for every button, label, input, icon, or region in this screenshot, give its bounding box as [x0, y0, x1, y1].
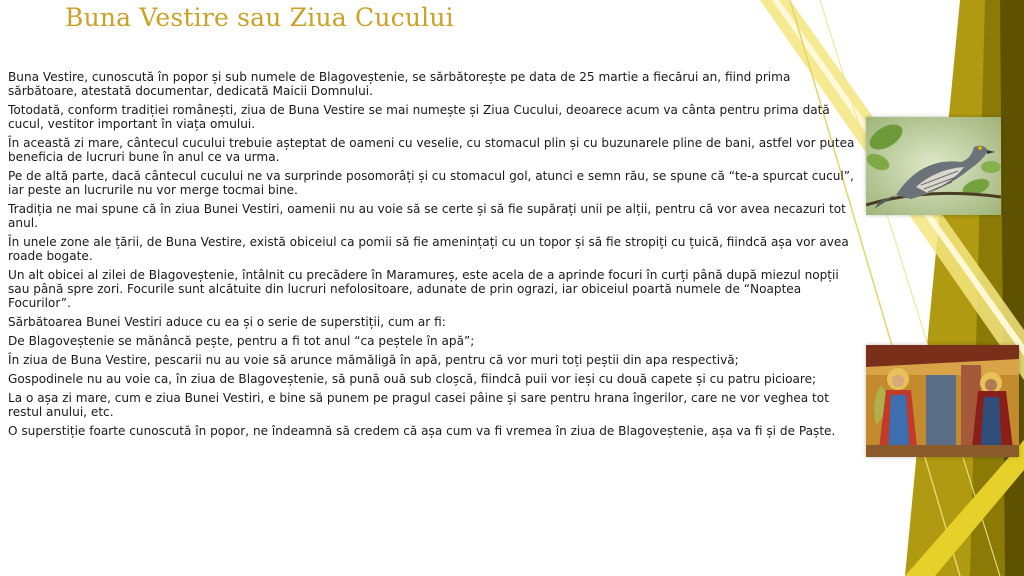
- paragraph-4: Pe de altă parte, dacă cântecul cucului ne va surprinde posomorâți și cu stomacul gol, atunci e semn rău, se spune că “te-a spurcat cucul”, iar peste an lucrurile nu vor merge tocmai bine.: [8, 169, 854, 197]
- paragraph-8: Sărbătoarea Bunei Vestiri aduce cu ea și o serie de superstiții, cum ar fi:: [8, 315, 446, 329]
- paragraph-5: Tradiția ne mai spune că în ziua Bunei Vestiri, oamenii nu au voie să se certe și să fie supărați unii pe alții, pentru că vor avea necazuri tot anul.: [8, 202, 846, 230]
- paragraph-6: În unele zone ale țării, de Buna Vestire, există obiceiul ca pomii să fie amenințați cu un topor și să fie stropiți cu țuică, fiindcă așa vor avea roade bogate.: [8, 235, 849, 263]
- paragraph-1: Buna Vestire, cunoscută în popor și sub numele de Blagoveștenie, se sărbătorește pe data de 25 martie a fiecărui an, fiind prima sărbătoare, atestată documentar, dedicată Maicii Domnului.: [8, 70, 791, 98]
- paragraph-13: O superstiție foarte cunoscută în popor, ne îndeamnă să credem că așa cum va fi vremea în ziua de Blagoveștenie, așa va fi și de Paște.: [8, 424, 836, 438]
- paragraph-12: La o așa zi mare, cum e ziua Bunei Vestiri, e bine să punem pe pragul casei pâine și sare pentru hrana îngerilor, care ne vor veghea tot restul anului, etc.: [8, 391, 829, 419]
- paragraph-2: Totodată, conform tradiției românești, ziua de Buna Vestire se mai numește și Ziua Cucului, deoarece acum va cânta pentru prima dată cucul, vestitor important în viața omului.: [8, 103, 830, 131]
- paragraph-10: În ziua de Buna Vestire, pescarii nu au voie să arunce mămăligă în apă, pentru că vor muri toți peștii din apa respectivă;: [8, 353, 739, 367]
- paragraph-9: De Blagoveștenie se mănâncă pește, pentru a fi tot anul “ca peștele în apă”;: [8, 334, 475, 348]
- slide-body: [8, 70, 860, 443]
- paragraph-7: Un alt obicei al zilei de Blagoveștenie, întâlnit cu precădere în Maramureș, este acela de a aprinde focuri în curți până după miezul nopții sau până spre zori. Focurile sunt alcătuite din lucruri nefolositoare, adunate de prin ograzi, iar obiceiul poartă numele de “Noaptea Focurilor”.: [8, 268, 839, 310]
- slide-title: Buna Vestire sau Ziua Cucului: [65, 3, 454, 32]
- cuckoo-bird-image: [866, 117, 1001, 215]
- paragraph-11: Gospodinele nu au voie ca, în ziua de Blagoveștenie, să pună ouă sub cloșcă, fiindcă puii vor ieși cu două capete și cu patru picioare;: [8, 372, 817, 386]
- annunciation-icon-image: [866, 345, 1019, 457]
- paragraph-3: În această zi mare, cântecul cucului trebuie așteptat de oameni cu veselie, cu stomacul plin și cu buzunarele pline de bani, astfel vor putea beneficia de lucruri bune în anul ce va urma.: [8, 136, 855, 164]
